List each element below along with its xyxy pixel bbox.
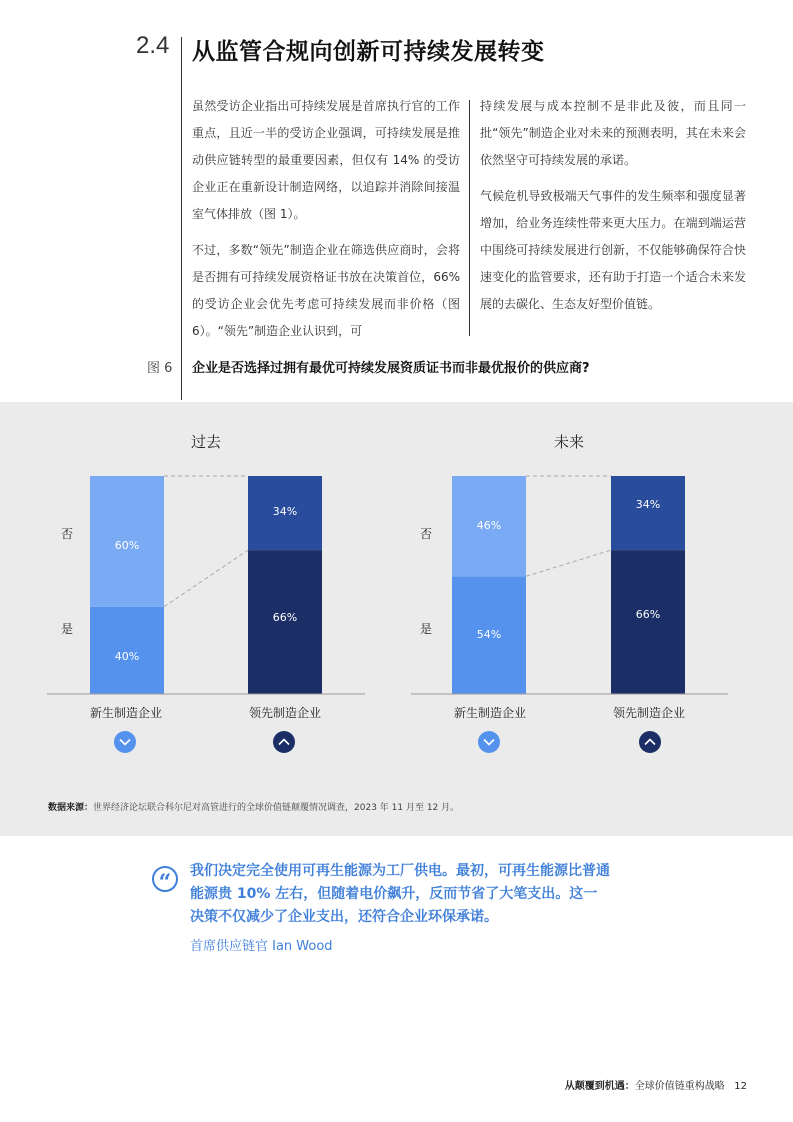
- quote-author: 首席供应链官 Ian Wood: [190, 939, 333, 954]
- body-right-paragraph-2: 气候危机导致极端天气事件的发生频率和强度显著增加，给业务连续性带来更大压力。在端到端运营中围绕可持续发展进行创新，不仅能够确保符合快速变化的监管要求，还有助于打造一个适合未来发展的去碳化、生态友好型价值链。: [480, 189, 746, 311]
- axis-label-no-past: 否: [61, 527, 74, 541]
- bar-label-future-emerging-yes: 54%: [476, 628, 502, 641]
- connector-split: [526, 550, 611, 576]
- body-left-paragraph-1: 虽然受访企业指出可持续发展是首席执行官的工作重点，且近一半的受访企业强调，可持续发展是推动供应链转型的最重要因素，但仅有 14% 的受访企业正在重新设计制造网络，以追踪并消除间接温室气体排放（图 1）。: [192, 99, 460, 221]
- bar-label-past-emerging-no: 60%: [114, 539, 140, 552]
- figure-label: 图 6: [147, 361, 173, 376]
- bar-segment-yes: [611, 550, 685, 694]
- chevron-up-icon: [273, 731, 295, 753]
- bar-segment-no: [611, 476, 685, 550]
- footer-report-title: 从颠覆到机遇：: [564, 1081, 635, 1092]
- category-label-emerging-future: 新生制造企业: [453, 706, 526, 720]
- bar-label-past-leading-yes: 66%: [272, 611, 298, 624]
- quote-text: 我们决定完全使用可再生能源为工厂供电。最初，可再生能源比普通能源贵 10% 左右，但随着电价飙升，反而节省了大笔支出。这一决策不仅减少了企业支出，还符合企业环保承诺。: [190, 863, 610, 925]
- page-number: 12: [734, 1081, 747, 1092]
- bar-label-future-leading-no: 34%: [635, 498, 661, 511]
- axis-label-no-future: 否: [420, 527, 433, 541]
- footer-subtitle: 全球价值链重构战略: [634, 1081, 725, 1092]
- category-label-leading-future: 领先制造企业: [612, 706, 685, 720]
- figure-title: 企业是否选择过拥有最优可持续发展资质证书而非最优报价的供应商?: [192, 361, 590, 376]
- category-label-emerging-past: 新生制造企业: [89, 706, 162, 720]
- data-source-label: 数据来源：: [48, 803, 94, 813]
- bar-label-past-emerging-yes: 40%: [114, 650, 140, 663]
- chevron-down-icon: [114, 731, 136, 753]
- axis-label-yes-future: 是: [420, 622, 433, 636]
- axis-label-yes-past: 是: [61, 622, 74, 636]
- chevron-down-icon: [478, 731, 500, 753]
- connector-split: [164, 550, 248, 607]
- category-label-leading-past: 领先制造企业: [248, 706, 321, 720]
- chevron-up-icon: [639, 731, 661, 753]
- data-source-text: 世界经济论坛联合科尔尼对高管进行的全球价值链颠覆情况调查，2023 年 11 月至 12 月。: [93, 803, 460, 813]
- data-source: [48, 800, 459, 813]
- chart-title-future: 未来: [553, 433, 584, 451]
- body-right-paragraph-1: 持续发展与成本控制不是非此及彼，而且同一批“领先”制造企业对未来的预测表明，其在未来会依然坚守可持续发展的承诺。: [480, 99, 746, 167]
- bar-label-future-leading-yes: 66%: [635, 608, 661, 621]
- bar-label-future-emerging-no: 46%: [476, 519, 502, 532]
- chart-title-past: 过去: [190, 433, 221, 451]
- bar-label-past-leading-no: 34%: [272, 505, 298, 518]
- body-left-paragraph-2: 不过，多数“领先”制造企业在筛选供应商时，会将是否拥有可持续发展资格证书放在决策首位，66% 的受访企业会优先考虑可持续发展而非价格（图 6）。“领先”制造企业认识到，可: [192, 243, 460, 338]
- section-number: 2.4: [136, 32, 170, 59]
- section-title: 从监管合规向创新可持续发展转变: [192, 39, 545, 65]
- page-footer: [565, 1077, 747, 1092]
- quote-icon: “: [152, 866, 178, 892]
